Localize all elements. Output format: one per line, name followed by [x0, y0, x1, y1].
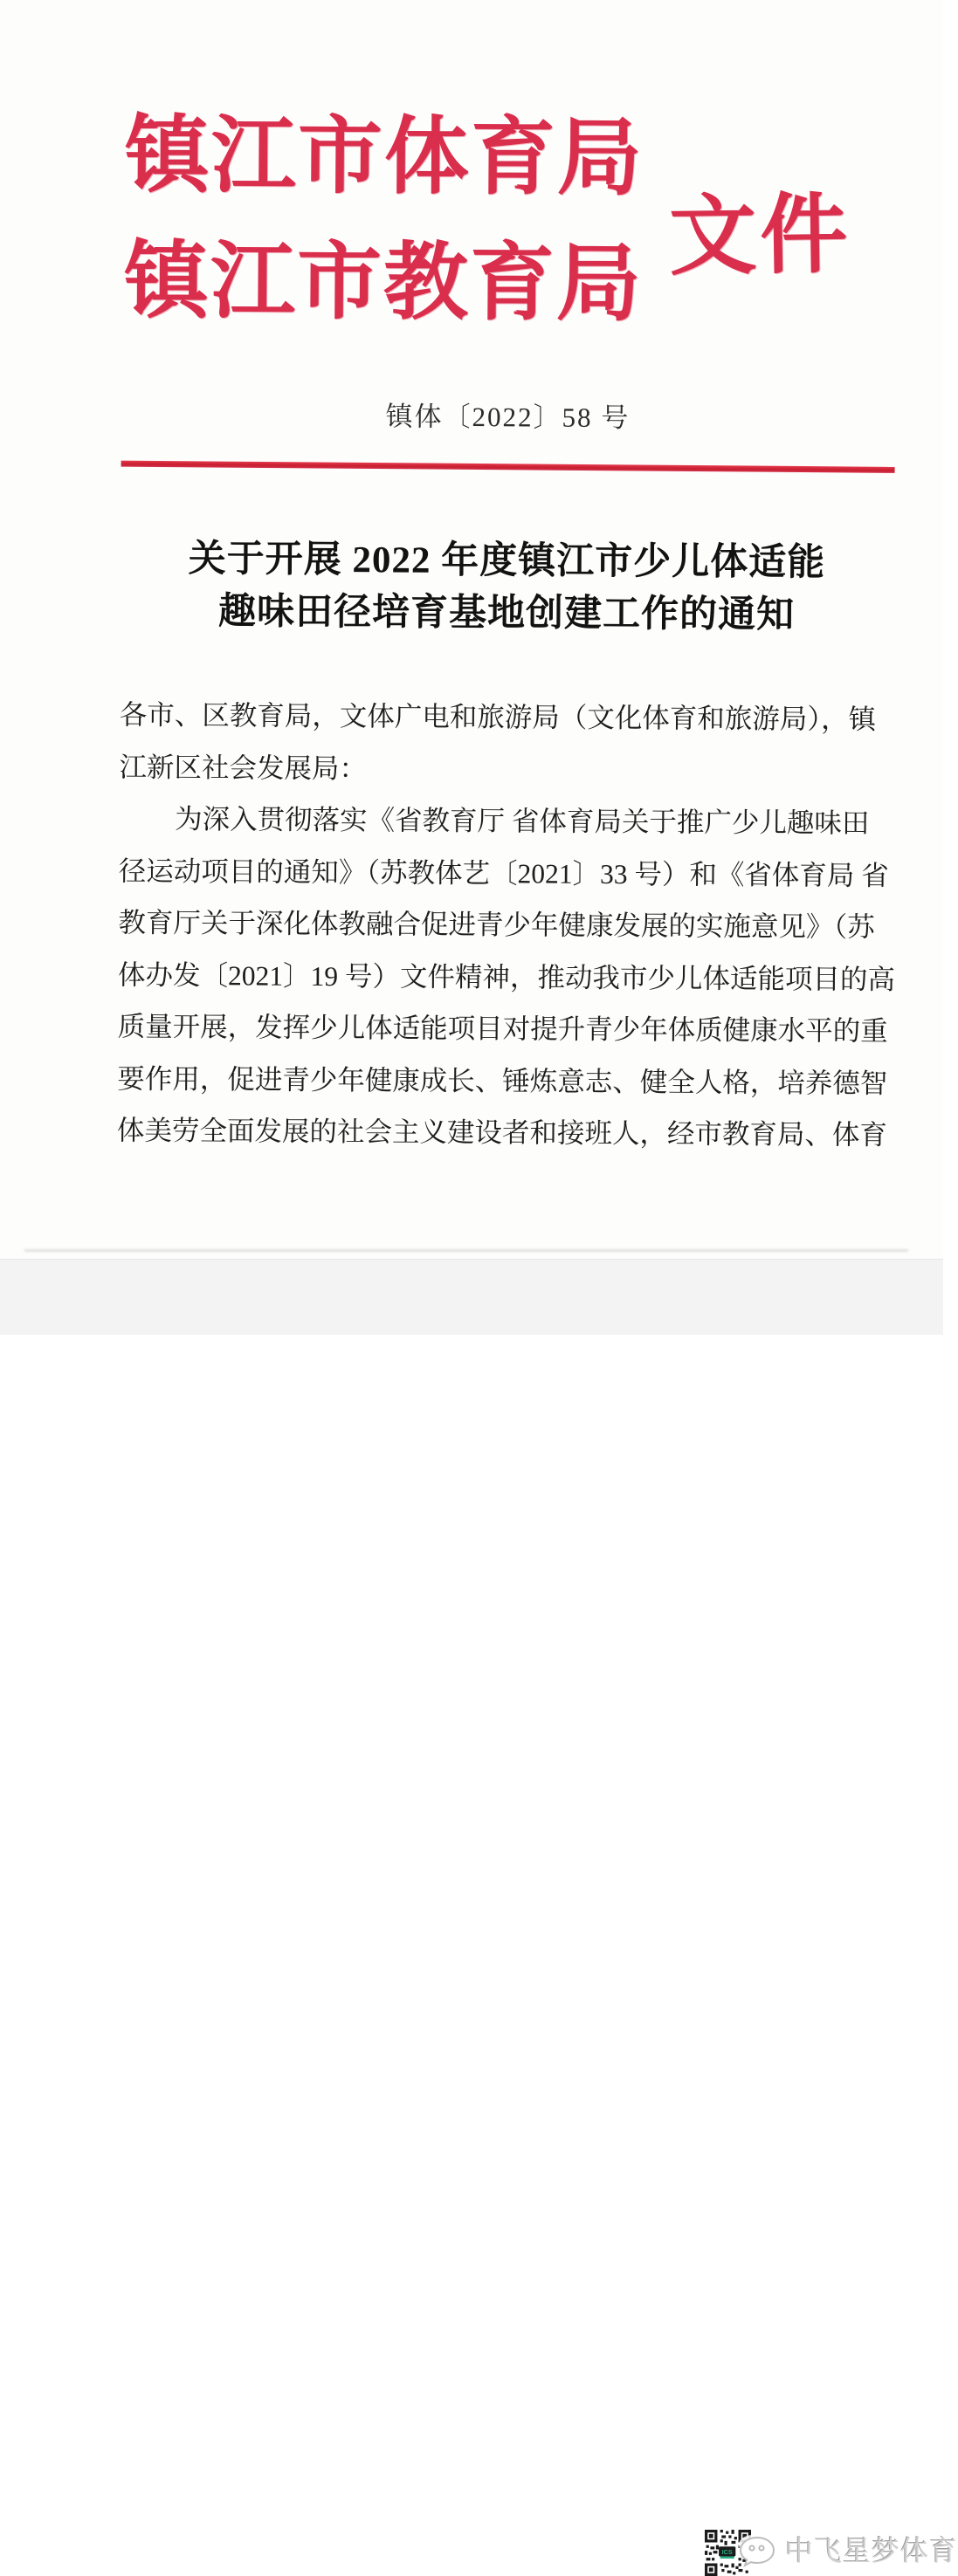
document-title [102, 532, 911, 642]
document-title-line1: 关于开展 2022 年度镇江市少儿体适能 [188, 539, 826, 584]
document-title-line2: 趣味田径培育基地创建工作的通知 [217, 591, 796, 636]
body-line: 体办发〔2021〕19 号）文件精神，推动我市少儿体适能项目的高 [117, 959, 896, 995]
body-line: 质量开展，发挥少儿体适能项目对提升青少年体质健康水平的重 [117, 1011, 888, 1047]
body-line: 要作用，促进青少年健康成长、锤炼意志、健全人格，培养德智 [117, 1063, 888, 1099]
body-line: 径运动项目的通知》（苏教体艺〔2021〕33 号）和《省体育局 省 [118, 855, 889, 891]
body-line: 教育厅关于深化体教融合促进青少年健康发展的实施意见》（苏 [118, 907, 875, 943]
issuing-org-line2: 镇江市教育局 [123, 234, 644, 332]
body-line: 各市、区教育局，文体广电和旅游局（文化体育和旅游局），镇 [119, 699, 877, 735]
body-line: 为深入贯彻落实《省教育厅 省体育局关于推广少儿趣味田 [175, 803, 870, 839]
brand-watermark: 中飞星梦体育 [785, 2535, 958, 2566]
wechat-bubble-icon [734, 2532, 779, 2573]
document-body [117, 690, 901, 1162]
watermark-band [0, 1259, 958, 2566]
document-type-label: 文件 [668, 186, 852, 286]
red-divider-line [121, 461, 895, 473]
svg-text:ICS: ICS [721, 2547, 733, 2556]
letterhead [2, 0, 945, 332]
scan-edge-shadow [24, 1249, 908, 1252]
body-line: 体美劳全面发展的社会主义建设者和接班人，经市教育局、体育 [116, 1115, 888, 1151]
document-number: 镇体〔2022〕58 号 [385, 401, 631, 434]
body-line: 江新区社会发展局： [119, 752, 368, 784]
issuing-org-line1: 镇江市体育局 [124, 108, 644, 206]
